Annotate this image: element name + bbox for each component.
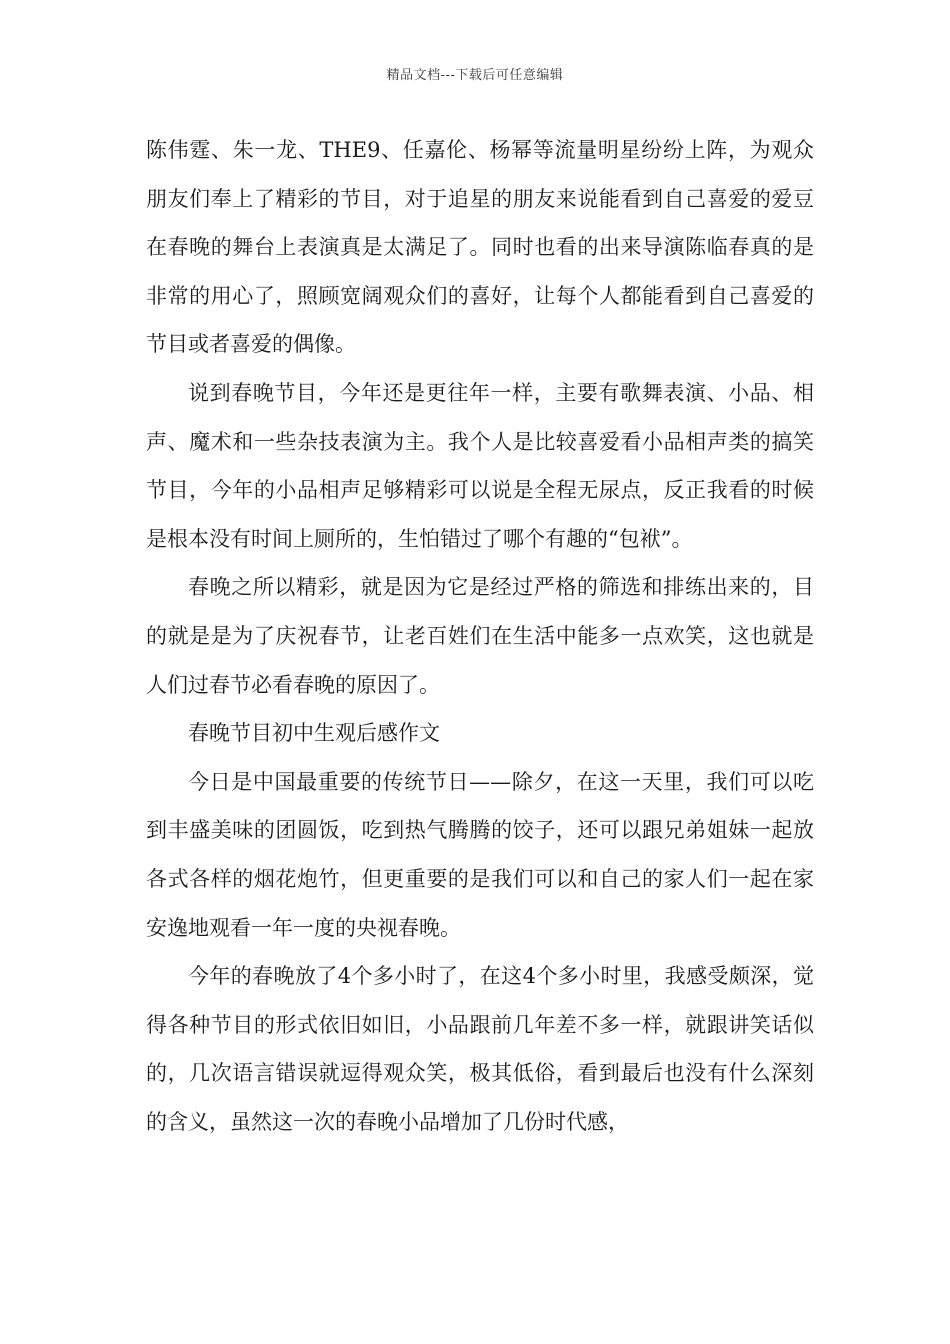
paragraph-1: 陈伟霆、朱一龙、THE9、任嘉伦、杨幂等流量明星纷纷上阵，为观众朋友们奉上了精彩的节目，对于追星的朋友来说能看到自己喜爱的爱豆在春晚的舞台上表演真是太满足了。同时也看的出来导演陈临春真的是非常的用心了，照顾宽阔观众们的喜好，让每个人都能看到自己喜爱的节目或者喜爱的偶像。 [146,138,814,357]
paragraph-3: 春晚之所以精彩，就是因为它是经过严格的筛选和排练出来的，目的就是是为了庆祝春节，让老百姓们在生活中能多一点欢笑，这也就是人们过春节必看春晚的原因了。 [146,575,814,697]
paragraph-4: 今日是中国最重要的传统节日——除夕，在这一天里，我们可以吃到丰盛美味的团圆饭，吃到热气腾腾的饺子，还可以跟兄弟姐妹一起放各式各样的烟花炮竹，但更重要的是我们可以和自己的家人们一起在家安逸地观看一年一度的央视春晚。 [146,769,814,940]
paragraph-5: 今年的春晚放了4个多小时了，在这4个多小时里，我感受颇深，觉得各种节目的形式依旧如旧，小品跟前几年差不多一样，就跟讲笑话似的，几次语言错误就逗得观众笑，极其低俗，看到最后也没有什么深刻的含义，虽然这一次的春晚小品增加了几份时代感， [146,964,814,1134]
document-body [146,126,814,1146]
paragraph-2: 说到春晚节目，今年还是更往年一样，主要有歌舞表演、小品、相声、魔术和一些杂技表演为主。我个人是比较喜爱看小品相声类的搞笑节目，今年的小品相声足够精彩可以说是全程无尿点，反正我看的时候是根本没有时间上厕所的，生怕错过了哪个有趣的“包袱”。 [146,380,814,551]
section-title: 春晚节目初中生观后感作文 [188,721,440,746]
page-header: 精品文档---下载后可任意编辑 [386,68,564,83]
